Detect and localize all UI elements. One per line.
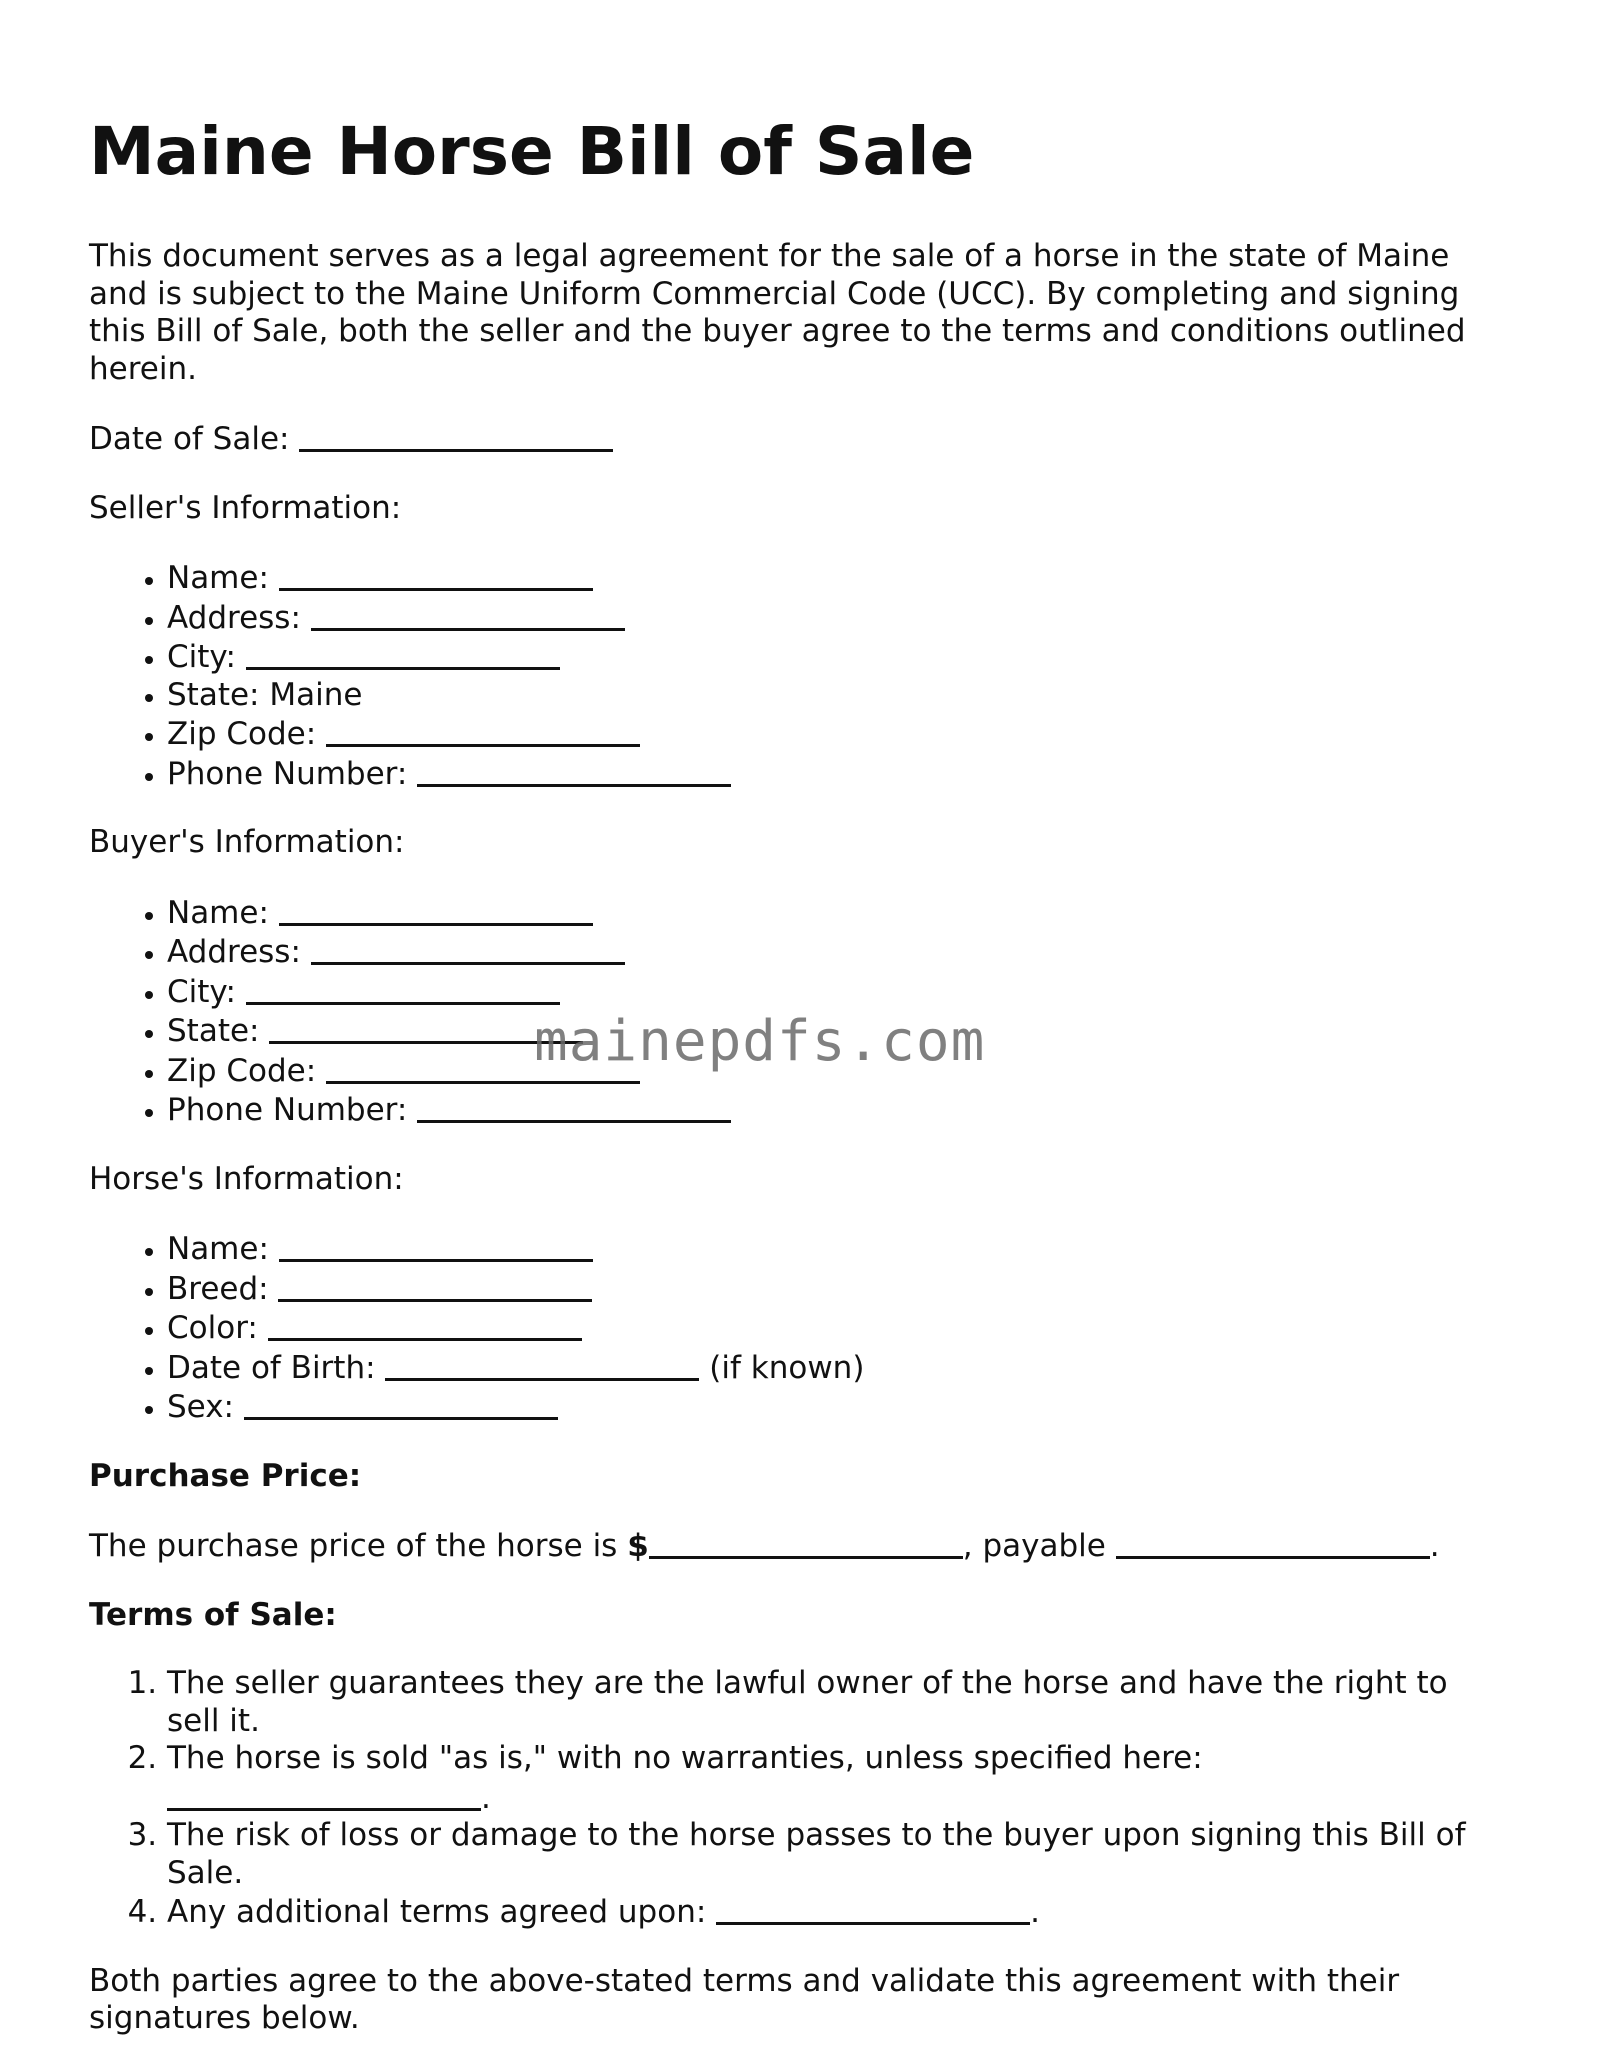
horse-dob-label: Date of Birth: [167, 1349, 376, 1386]
horse-sex-label: Sex: [167, 1389, 234, 1425]
seller-phone-blank[interactable] [417, 754, 731, 787]
seller-name-label: Name: [167, 560, 269, 596]
term-4-end: . [1030, 1894, 1041, 1930]
term-3: The risk of loss or damage to the horse passes to the buyer upon signing this Bill of Sale. [167, 1817, 1466, 1891]
list-item [167, 1665, 1489, 1740]
horse-info-list [89, 1229, 1489, 1427]
terms-list [89, 1665, 1489, 1932]
term-2-end: . [481, 1779, 491, 1816]
seller-address-label: Address: [167, 599, 301, 636]
seller-name-blank[interactable] [279, 558, 593, 591]
horse-dob-blank[interactable] [385, 1348, 699, 1381]
term-1: The seller guarantees they are the lawful owner of the horse and have the right to sell it. [167, 1665, 1448, 1739]
seller-zip-blank[interactable] [326, 714, 640, 747]
list-item [167, 754, 1489, 794]
horse-sex-blank[interactable] [244, 1387, 558, 1420]
intro-paragraph: This document serves as a legal agreement for the sale of a horse in the state of Maine and is subject to the Maine Uniform Commercial Code (UCC). By completing and signing this Bill of Sale, both the seller and the buyer agree to the terms and conditions outlined herein. [89, 238, 1466, 387]
seller-info-list [89, 558, 1489, 793]
seller-state-text: State: Maine [167, 676, 363, 713]
date-of-sale-line [89, 419, 1489, 459]
buyer-name-label: Name: [167, 894, 269, 931]
list-item [167, 677, 1489, 715]
buyer-name-blank[interactable] [279, 893, 593, 926]
date-of-sale-label: Date of Sale: [89, 421, 290, 457]
purchase-text-end: . [1429, 1528, 1440, 1564]
buyer-city-label: City: [167, 973, 236, 1010]
seller-heading: Seller's Information: [89, 489, 402, 526]
horse-color-blank[interactable] [268, 1308, 582, 1341]
horse-name-blank[interactable] [279, 1229, 593, 1262]
list-item [167, 893, 1489, 933]
term-4: Any additional terms agreed upon: [167, 1894, 707, 1930]
warranty-blank[interactable] [167, 1778, 481, 1811]
additional-terms-blank[interactable] [716, 1892, 1030, 1925]
horse-name-label: Name: [167, 1231, 269, 1267]
buyer-zip-label: Zip Code: [167, 1052, 317, 1089]
list-item [167, 1387, 1489, 1427]
purchase-price-line [89, 1526, 1489, 1566]
horse-breed-label: Breed: [167, 1270, 269, 1307]
date-of-sale-blank[interactable] [299, 419, 613, 452]
term-2: The horse is sold "as is," with no warranties, unless specified here: [167, 1740, 1203, 1776]
buyer-phone-label: Phone Number: [167, 1092, 408, 1128]
watermark: mainepdfs.com [534, 1009, 986, 1074]
seller-city-blank[interactable] [246, 637, 560, 670]
list-item [167, 558, 1489, 598]
list-item [167, 637, 1489, 677]
seller-address-blank[interactable] [311, 598, 625, 631]
terms-heading: Terms of Sale: [89, 1596, 337, 1633]
seller-city-label: City: [167, 639, 236, 675]
list-item [167, 714, 1489, 754]
buyer-address-blank[interactable] [311, 932, 625, 965]
list-item [167, 972, 1489, 1012]
buyer-phone-blank[interactable] [417, 1090, 731, 1123]
seller-zip-label: Zip Code: [167, 716, 317, 752]
currency-symbol: $ [627, 1528, 649, 1564]
horse-color-label: Color: [167, 1310, 258, 1346]
list-item [167, 1269, 1489, 1309]
horse-heading: Horse's Information: [89, 1160, 404, 1197]
purchase-heading: Purchase Price: [89, 1457, 362, 1494]
list-item [167, 1740, 1489, 1817]
list-item [167, 598, 1489, 638]
buyer-address-label: Address: [167, 934, 301, 970]
horse-breed-blank[interactable] [278, 1269, 592, 1302]
list-item [167, 1892, 1489, 1932]
purchase-text-middle: , payable [962, 1528, 1106, 1564]
horse-dob-suffix: (if known) [709, 1349, 865, 1386]
closing-paragraph: Both parties agree to the above-stated terms and validate this agreement with their signatures below. [89, 1962, 1400, 2036]
purchase-text-before: The purchase price of the horse is [89, 1528, 618, 1564]
seller-phone-label: Phone Number: [167, 755, 408, 792]
price-blank[interactable] [649, 1526, 963, 1559]
list-item [167, 1090, 1489, 1130]
list-item [167, 1229, 1489, 1269]
buyer-state-label: State: [167, 1013, 260, 1049]
list-item [167, 1348, 1489, 1388]
payable-blank[interactable] [1116, 1526, 1430, 1559]
buyer-heading: Buyer's Information: [89, 824, 405, 860]
list-item [167, 932, 1489, 972]
page-title: Maine Horse Bill of Sale [89, 113, 975, 190]
list-item [167, 1817, 1489, 1892]
document-page [89, 112, 1489, 2038]
buyer-city-blank[interactable] [246, 972, 560, 1005]
list-item [167, 1308, 1489, 1348]
